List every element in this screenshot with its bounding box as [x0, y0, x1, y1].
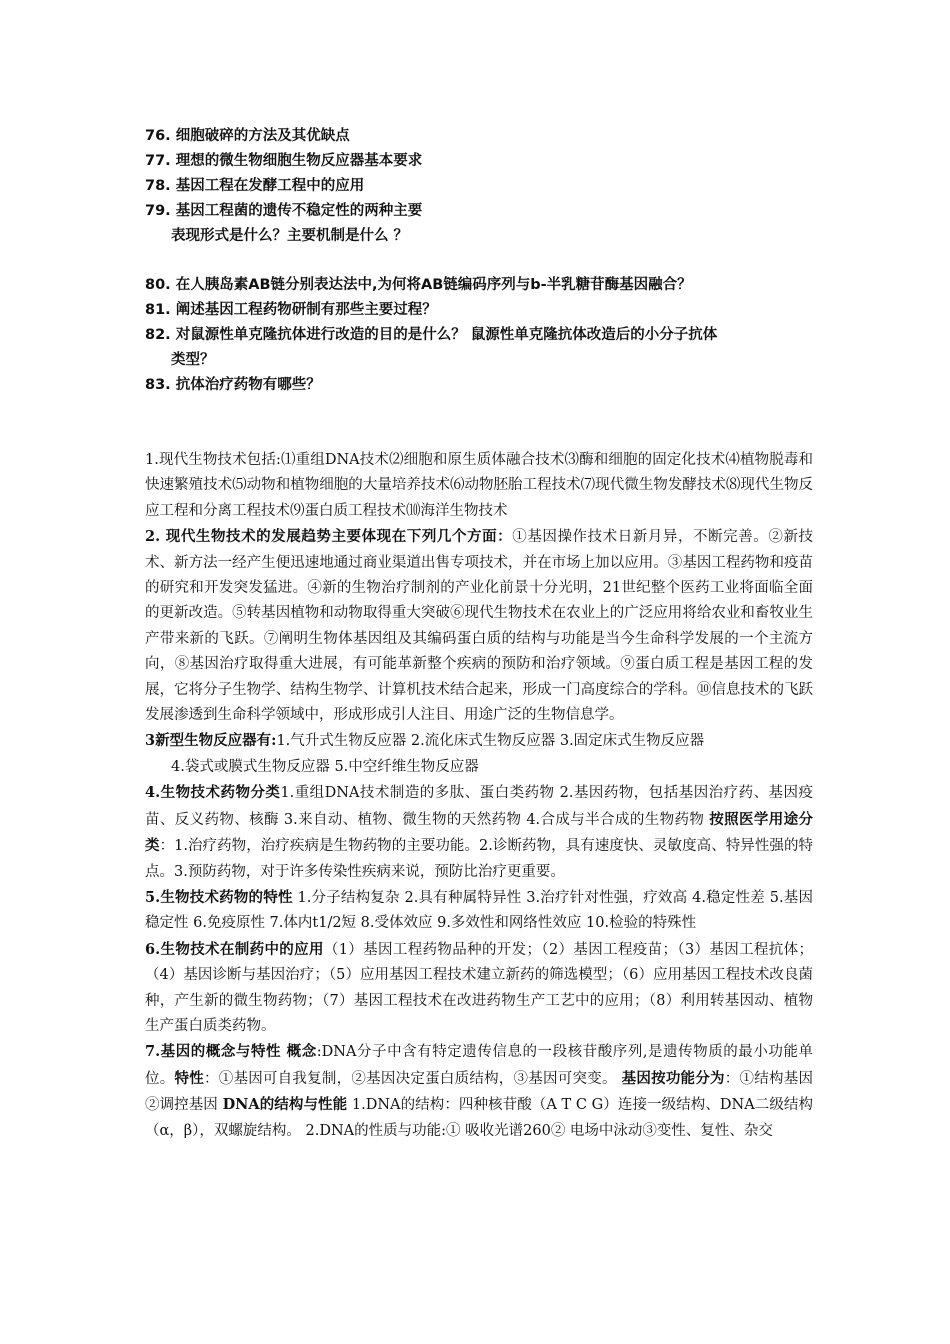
answer-3-continued: 4.袋式或膜式生物反应器 5.中空纤维生物反应器	[171, 758, 479, 775]
answer-4	[145, 780, 813, 885]
question-79: 79. 基因工程菌的遗传不稳定性的两种主要	[145, 203, 423, 219]
answer-section	[145, 448, 813, 1144]
answer-6-body: （1）基因工程药物品种的开发；（2）基因工程疫苗；（3）基因工程抗体；（4）基因诊断与基因治疗；（5）应用基因工程技术建立新药的筛选模型；（6）应用基因工程技术改良菌种，产生新的微生物药物；（7）基因工程技术在改进药物生产工艺中的应用；（8）利用转基因动、植物生产蛋白质类药物。	[145, 941, 813, 1034]
answer-3-title: 3新型生物反应器有:	[145, 732, 277, 750]
question-list-a	[145, 124, 813, 249]
question-list-b	[145, 273, 813, 398]
answer-7	[145, 1039, 813, 1144]
question-82-continued: 类型？	[171, 352, 215, 368]
document-page	[145, 124, 813, 1144]
question-82: 82. 对鼠源性单克隆抗体进行改造的目的是什么？ 鼠源性单克隆抗体改造后的小分子抗体	[145, 327, 718, 343]
question-80: 80. 在人胰岛素AB链分别表达法中,为何将AB链编码序列与b-半乳糖苷酶基因融合？	[145, 277, 692, 293]
answer-4-title: 4.生物技术药物分类	[145, 784, 281, 802]
answer-3-body: 1.气升式生物反应器 2.流化床式生物反应器 3.固定床式生物反应器	[276, 733, 705, 750]
answer-6	[145, 937, 813, 1040]
answer-5-body: 1.分子结构复杂 2.具有种属特异性 3.治疗针对性强，疗效高 4.稳定性差 5.基因稳定性 6.免疫原性 7.体内t1/2短 8.受体效应 9.多效性和网络性效应 10.检验的特殊性	[145, 889, 814, 932]
question-78: 78. 基因工程在发酵工程中的应用	[145, 178, 365, 194]
answer-2	[145, 524, 813, 728]
answer-1	[145, 448, 813, 524]
question-76: 76. 细胞破碎的方法及其优缺点	[145, 128, 350, 144]
answer-3	[145, 728, 813, 780]
answer-6-title: 6.生物技术在制药中的应用	[145, 940, 324, 958]
question-83: 83. 抗体治疗药物有哪些？	[145, 377, 321, 393]
answer-4-body-1: 1.重组DNA技术制造的多肽、蛋白类药物 2.基因药物，包括基因治疗药、基因疫苗、反义药物、核酶 3.来自动、植物、微生物的天然药物 4.合成与半合成的生物药物	[145, 785, 813, 828]
answer-5	[145, 885, 813, 937]
answer-5-title: 5.生物技术药物的特性	[145, 888, 293, 906]
question-79-continued: 表现形式是什么？主要机制是什么 ？	[171, 228, 409, 244]
question-81: 81. 阐述基因工程药物研制有那些主要过程？	[145, 302, 437, 318]
answer-7-dna: 1.DNA的结构：四种核苷酸（A T C G）连接一级结构、DNA二级结构（α，β），双螺旋结构。 2.DNA的性质与功能:① 吸收光谱260② 电场中泳动③变性、复性、杂交	[145, 1097, 814, 1139]
question-77: 77. 理想的微生物细胞生物反应器基本要求	[145, 153, 423, 169]
answer-7-class: ：①结构基因 ②调控基因	[145, 1070, 814, 1114]
answer-4-body-2: ：1.治疗药物，治疗疾病是生物药物的主要功能。2.诊断药物，具有速度快、灵敏度高、特异性强的特点。3.预防药物，对于许多传染性疾病来说，预防比治疗更重要。	[145, 838, 814, 880]
answer-7-dna-label: DNA的结构与性能	[222, 1096, 348, 1114]
answer-7-feature-label: 特性	[174, 1069, 204, 1087]
answer-4-subtitle: 按照医学用途分类	[145, 810, 814, 855]
answer-7-class-label: 基因按功能分为	[621, 1069, 725, 1087]
answer-7-concept: :DNA分子中含有特定遗传信息的一段核苷酸序列,是遗传物质的最小功能单位。	[145, 1044, 813, 1087]
answer-7-title: 7.基因的概念与特性	[145, 1043, 282, 1061]
answer-7-concept-label: 概念	[281, 1043, 317, 1061]
answer-7-feature: ：①基因可自我复制，②基因决定蛋白质结构，③基因可突变。	[203, 1070, 622, 1087]
answer-1-text: 1.现代生物技术包括:⑴重组DNA技术⑵细胞和原生质体融合技术⑶酶和细胞的固定化技术⑷植物脱毒和快速繁殖技术⑸动物和植物细胞的大量培养技术⑹动物胚胎工程技术⑺现代微生物发酵技术⑻现代生物反应工程和分离工程技术⑼蛋白质工程技术⑽海洋生物技术	[145, 452, 813, 519]
answer-2-body: ①基因操作技术日新月异，不断完善。②新技术、新方法一经产生便迅速地通过商业渠道出售专项技术，并在市场上加以应用。③基因工程药物和疫苗的研究和开发突发猛进。④新的生物治疗制剂的产业化前景十分光明，21世纪整个医药工业将面临全面的更新改造。⑤转基因植物和动物取得重大突破⑥现代生物技术在农业上的广泛应用将给农业和畜牧业生产带来新的飞跃。⑦阐明生物体基因组及其编码蛋白质的结构与功能是当今生命科学发展的一个主流方向，⑧基因治疗取得重大进展，有可能革新整个疾病的预防和治疗领域。⑨蛋白质工程是基因工程的发展，它将分子生物学、结构生物学、计算机技术结合起来，形成一门高度综合的学科。⑩信息技术的飞跃发展渗透到生命科学领域中，形成形成引人注目、用途广泛的生物信息学。	[145, 529, 814, 724]
answer-2-title: 2. 现代生物技术的发展趋势主要体现在下列几个方面：	[145, 528, 513, 546]
